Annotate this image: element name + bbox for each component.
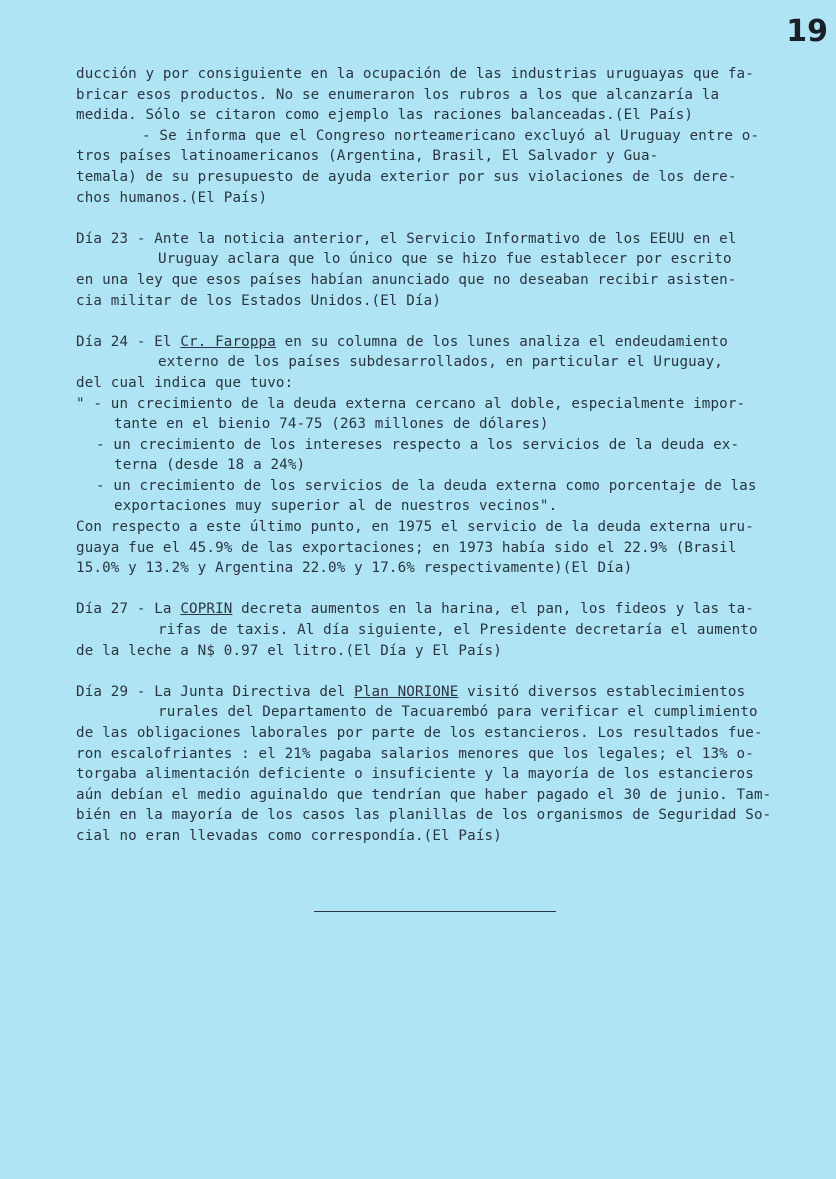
text-line: chos humanos.(El País) <box>76 189 268 206</box>
text-line: tros países latinoamericanos (Argentina, Brasil, El Salvador y Gua- <box>76 148 659 165</box>
paragraph-dia-27 <box>76 599 782 661</box>
underlined-name: COPRIN <box>180 601 233 618</box>
text-segment: Día 27 - La <box>76 601 181 618</box>
text-line: aún debían el medio aguinaldo que tendrían que haber pagado el 30 de junio. Tam- <box>76 786 772 803</box>
text-line: 15.0% y 13.2% y Argentina 22.0% y 17.6% respectivamente)(El Día) <box>76 560 633 577</box>
text-line: del cual indica que tuvo: <box>76 374 294 391</box>
text-line: Día 23 - Ante la noticia anterior, el Servicio Informativo de los EEUU en el <box>76 230 737 247</box>
bullet-line: - un crecimiento de los intereses respecto a los servicios de la deuda ex- <box>96 436 740 453</box>
document-body <box>76 64 782 867</box>
text-line: tante en el bienio 74-75 (263 millones de dólares) <box>114 416 549 433</box>
text-segment: Día 29 - La Junta Directiva del <box>76 683 355 700</box>
text-line: bricar esos productos. No se enumeraron los rubros a los que alcanzaría la <box>76 86 720 103</box>
text-segment: en su columna de los lunes analiza el endeudamiento <box>275 333 728 350</box>
text-line: torgaba alimentación deficiente o insuficiente y la mayoría de los estancieros <box>76 766 754 783</box>
underlined-name: Plan NORIONE <box>354 683 459 700</box>
page-number: 19 <box>786 14 828 49</box>
text-line: temala) de su presupuesto de ayuda exterior por sus violaciones de los dere- <box>76 168 737 185</box>
paragraph-dia-29 <box>76 682 782 847</box>
paragraph-intro <box>76 64 782 208</box>
text-segment: decreta aumentos en la harina, el pan, los fideos y las ta- <box>232 601 754 618</box>
text-line: medida. Sólo se citaron como ejemplo las raciones balanceadas.(El País) <box>76 107 694 124</box>
paragraph-dia-23 <box>76 229 782 311</box>
text-line: ducción y por consiguiente en la ocupación de las industrias uruguayas que fa- <box>76 66 754 82</box>
text-line: terna (desde 18 a 24%) <box>114 457 306 474</box>
text-line: ron escalofriantes : el 21% pagaba salarios menores que los legales; el 13% o- <box>76 745 754 762</box>
text-line: Con respecto a este último punto, en 1975 el servicio de la deuda externa uru- <box>76 519 754 536</box>
text-line: de la leche a N$ 0.97 el litro.(El Día y El País) <box>76 642 502 659</box>
text-line: bién en la mayoría de los casos las planillas de los organismos de Seguridad So- <box>76 807 772 824</box>
paragraph-dia-24 <box>76 332 782 579</box>
text-line: rifas de taxis. Al día siguiente, el Presidente decretaría el aumento <box>158 622 758 639</box>
text-line <box>76 682 782 703</box>
text-line: Uruguay aclara que lo único que se hizo fue establecer por escrito <box>158 251 732 268</box>
text-line: - Se informa que el Congreso norteamericano excluyó al Uruguay entre o- <box>142 127 760 144</box>
text-line: exportaciones muy superior al de nuestros vecinos". <box>114 498 558 515</box>
bullet-line: - un crecimiento de los servicios de la deuda externa como porcentaje de las <box>96 477 757 494</box>
end-divider <box>314 911 556 912</box>
text-line: externo de los países subdesarrollados, en particular el Uruguay, <box>158 354 723 371</box>
text-line <box>76 332 782 353</box>
text-segment: Día 24 - El <box>76 333 181 350</box>
text-line: de las obligaciones laborales por parte de los estancieros. Los resultados fue- <box>76 725 763 741</box>
underlined-name: Cr. Faroppa <box>180 333 276 350</box>
text-line: cia militar de los Estados Unidos.(El Día) <box>76 292 442 309</box>
text-segment: visitó diversos establecimientos <box>458 683 746 700</box>
text-line: en una ley que esos países habían anunciado que no deseaban recibir asisten- <box>76 271 737 288</box>
text-line <box>76 599 782 620</box>
text-line: guaya fue el 45.9% de las exportaciones; en 1973 había sido el 22.9% (Brasil <box>76 539 737 556</box>
text-line: cial no eran llevadas como correspondía.(El País) <box>76 827 502 844</box>
quote-line: " - un crecimiento de la deuda externa cercano al doble, especialmente impor- <box>76 395 746 412</box>
text-line: rurales del Departamento de Tacuarembó para verificar el cumplimiento <box>158 704 758 721</box>
